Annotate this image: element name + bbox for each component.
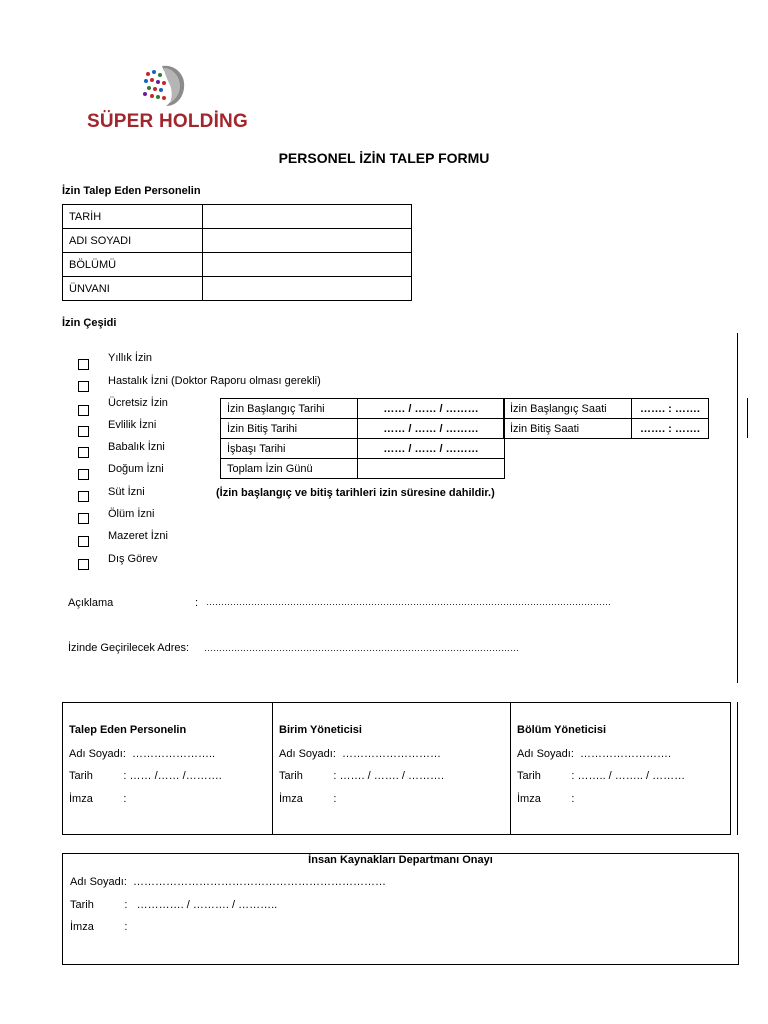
unit-manager-signature-column xyxy=(273,703,511,834)
table-row xyxy=(63,253,412,277)
form-title: PERSONEL İZİN TALEP FORMU xyxy=(278,150,490,166)
sick-leave-checkbox[interactable] xyxy=(78,381,89,392)
requester-info-table xyxy=(62,204,412,301)
table-row xyxy=(504,399,709,419)
marriage-leave-label: Evlilik İzni xyxy=(108,419,157,431)
annual-leave-checkbox[interactable] xyxy=(78,359,89,370)
hr-approval-box xyxy=(62,853,739,965)
excuse-leave-label: Mazeret İzni xyxy=(108,530,168,542)
signature-column-title: Talep Eden Personelin xyxy=(69,724,187,736)
margin-line xyxy=(737,333,738,683)
nursing-leave-checkbox[interactable] xyxy=(78,491,89,502)
signature-sign-row[interactable]: İmza : xyxy=(279,793,337,805)
company-name: SÜPER HOLDİNG xyxy=(87,111,248,132)
table-key: İzin Başlangıç Tarihi xyxy=(221,399,358,419)
margin-line xyxy=(747,398,748,438)
signature-date-row[interactable]: Tarih : …… /…… /………. xyxy=(69,770,222,782)
signature-name-row[interactable]: Adı Soyadı: ……………………. xyxy=(517,748,672,760)
table-row xyxy=(63,205,412,229)
title-field[interactable] xyxy=(203,277,412,301)
maternity-leave-label: Doğum İzni xyxy=(108,463,164,475)
explanation-label: Açıklama xyxy=(68,597,114,609)
requester-section-label: İzin Talep Eden Personelin xyxy=(62,185,201,197)
sick-leave-label: Hastalık İzni (Doktor Raporu olması gerekli) xyxy=(108,375,321,387)
unpaid-leave-label: Ücretsiz İzin xyxy=(108,397,168,409)
return-date-field[interactable]: …… / …… / ……… xyxy=(358,439,505,459)
external-duty-checkbox[interactable] xyxy=(78,559,89,570)
maternity-leave-checkbox[interactable] xyxy=(78,469,89,480)
signature-date-row[interactable]: Tarih : …….. / …….. / ……… xyxy=(517,770,686,782)
leave-times-table xyxy=(503,398,709,439)
table-key: ÜNVANI xyxy=(63,277,203,301)
table-row xyxy=(221,439,505,459)
table-key: İzin Bitiş Saati xyxy=(504,419,632,439)
bereavement-leave-label: Ölüm İzni xyxy=(108,508,155,520)
excuse-leave-checkbox[interactable] xyxy=(78,536,89,547)
requester-signature-column xyxy=(63,703,273,834)
total-days-field[interactable] xyxy=(358,459,505,479)
marriage-leave-checkbox[interactable] xyxy=(78,426,89,437)
table-row xyxy=(221,459,505,479)
unpaid-leave-checkbox[interactable] xyxy=(78,405,89,416)
paternity-leave-label: Babalık İzni xyxy=(108,441,165,453)
signature-sign-row[interactable]: İmza : xyxy=(69,793,127,805)
signatures-box xyxy=(62,702,731,835)
explanation-separator: : xyxy=(195,597,199,609)
start-date-field[interactable]: …… / …… / ……… xyxy=(358,399,505,419)
table-key: İzin Başlangıç Saati xyxy=(504,399,632,419)
signature-sign-row[interactable]: İmza : xyxy=(517,793,575,805)
table-row xyxy=(504,419,709,439)
leave-dates-table xyxy=(220,398,505,479)
table-key: İzin Bitiş Tarihi xyxy=(221,419,358,439)
signature-column-title: Bölüm Yöneticisi xyxy=(517,724,607,736)
table-row xyxy=(221,419,505,439)
explanation-field[interactable]: ……………………………………………………………………………………………………………………… xyxy=(206,597,611,607)
table-row xyxy=(221,399,505,419)
table-row xyxy=(63,277,412,301)
signature-name-row[interactable]: Adı Soyadı: ……………………… xyxy=(279,748,441,760)
hr-approval-title: İnsan Kaynakları Departmanı Onayı xyxy=(308,854,493,866)
table-key: TARİH xyxy=(63,205,203,229)
table-key: ADI SOYADI xyxy=(63,229,203,253)
table-key: İşbaşı Tarihi xyxy=(221,439,358,459)
external-duty-label: Dış Görev xyxy=(108,553,158,565)
leave-type-section-label: İzin Çeşidi xyxy=(62,317,117,329)
address-label: İzinde Geçirilecek Adres: xyxy=(68,642,190,654)
hr-name-row[interactable]: Adı Soyadı: …………………………………………………………… xyxy=(70,876,386,888)
nursing-leave-label: Süt İzni xyxy=(108,486,145,498)
hr-sign-row[interactable]: İmza : xyxy=(70,921,128,933)
annual-leave-label: Yıllık İzin xyxy=(108,352,153,364)
logo-emblem-icon xyxy=(140,64,190,108)
signature-date-row[interactable]: Tarih : ……. / ……. / ………. xyxy=(279,770,445,782)
bereavement-leave-checkbox[interactable] xyxy=(78,513,89,524)
table-key: BÖLÜMÜ xyxy=(63,253,203,277)
signature-name-row[interactable]: Adı Soyadı: ………………….. xyxy=(69,748,216,760)
end-time-field[interactable]: ……. : ……. xyxy=(632,419,709,439)
address-field[interactable]: …………………………………………………………………………………………… xyxy=(204,643,519,653)
table-row xyxy=(63,229,412,253)
table-key: Toplam İzin Günü xyxy=(221,459,358,479)
department-field[interactable] xyxy=(203,253,412,277)
start-time-field[interactable]: ……. : ……. xyxy=(632,399,709,419)
name-field[interactable] xyxy=(203,229,412,253)
paternity-leave-checkbox[interactable] xyxy=(78,447,89,458)
date-field[interactable] xyxy=(203,205,412,229)
signature-column-title: Birim Yöneticisi xyxy=(279,724,362,736)
date-inclusion-note: (İzin başlangıç ve bitiş tarihleri izin süresine dahildir.) xyxy=(216,487,495,499)
end-date-field[interactable]: …… / …… / ……… xyxy=(358,419,505,439)
department-manager-signature-column xyxy=(511,703,730,834)
hr-date-row[interactable]: Tarih : …………. / ………. / ……….. xyxy=(70,899,278,911)
margin-line xyxy=(737,702,738,835)
